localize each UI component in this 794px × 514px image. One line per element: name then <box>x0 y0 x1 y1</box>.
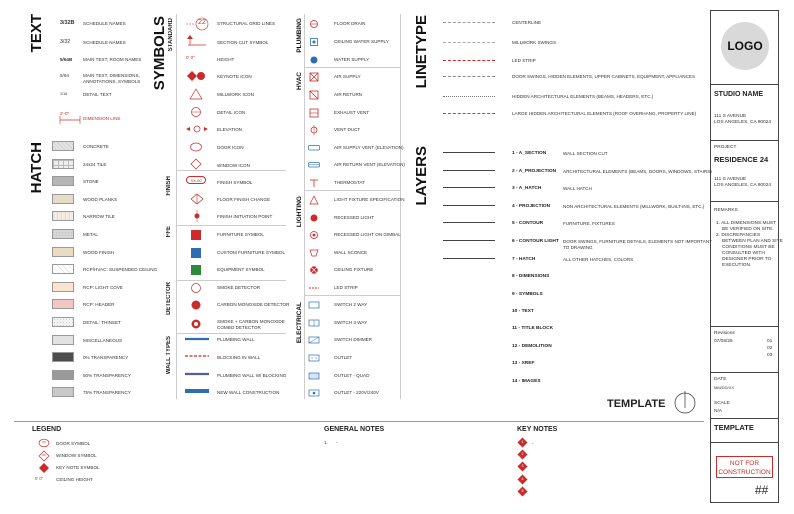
remark-2b: BETWEEN PLAN AND SITE <box>722 239 783 244</box>
section-sub-ffe: FFE <box>166 226 172 238</box>
layer-desc-line2: TO DRAWING <box>563 245 593 250</box>
revision-num-2: 02 <box>767 346 773 351</box>
linetype-sample <box>443 96 495 97</box>
floor-drain-icon <box>308 18 320 30</box>
legend-item-window: WINDOW SYMBOL <box>56 453 97 458</box>
smoke-co-combo-icon <box>190 318 202 330</box>
mep-label: AIR RETURN <box>334 92 363 97</box>
general-notes-title: GENERAL NOTES <box>324 426 385 433</box>
text-size-5: 1/16 <box>60 92 68 96</box>
mep-rule-2 <box>304 190 400 191</box>
hatch-label: RCP: HEADER <box>83 302 115 308</box>
legend-height-icon: 0' 0" <box>35 476 44 481</box>
layer-desc: FURNITURE, FIXTURES <box>563 221 615 226</box>
outlet-icon <box>308 352 320 364</box>
blocking-wall-icon <box>184 353 210 359</box>
layer-line-sample <box>443 170 495 171</box>
symbol-label: SECTION CUT SYMBOL <box>217 40 269 45</box>
mep-label: WALL SCONCE <box>334 250 368 255</box>
symbol-label-combo-line2: COMBO DETECTOR <box>217 325 261 330</box>
studio-addr-1: 111 S AVENUE <box>714 114 747 119</box>
linetype-sample <box>443 76 495 77</box>
hatch-label: DETAIL: THINSET <box>83 320 121 325</box>
symbol-label: HEIGHT <box>217 57 235 62</box>
dimension-label: DIMENSION LINE <box>83 116 121 121</box>
revision-date: 07/08/25 <box>714 339 733 344</box>
led-strip-icon <box>308 282 320 294</box>
layer-name: 4 - PROJECTION <box>512 204 551 209</box>
north-arrow-icon <box>673 390 697 416</box>
revision-num-1: 01 <box>767 339 773 344</box>
layer-line-sample <box>443 187 495 188</box>
key-note-number: 1 <box>521 440 524 444</box>
ceiling-fixture-icon <box>308 264 320 276</box>
section-title-plumbing: PLUMBING <box>296 18 303 53</box>
door-icon <box>189 141 203 153</box>
remarks-label: REMARKS <box>714 208 738 213</box>
vent-duct-icon <box>308 124 320 136</box>
hatch-label: WOOD FINISH <box>83 249 115 255</box>
legend-keynote-icon <box>38 462 50 474</box>
symbol-label: BLOCKING IN WALL <box>217 355 261 360</box>
remark-2f: EXECUTION. <box>722 263 752 268</box>
supply-vent-elev-icon <box>308 142 320 154</box>
layer-name: 2 - A_PROJECTION <box>512 169 557 174</box>
linetype-label: LED STRIP <box>512 58 536 63</box>
detail-icon <box>189 106 203 118</box>
hatch-swatch <box>52 229 74 239</box>
layer-name: 12 - DEMOLITION <box>512 344 552 349</box>
section-sub-wall-types: WALL TYPES <box>166 336 172 375</box>
section-sub-detector: DETECTOR <box>166 282 172 315</box>
dimension-value: 2'-0" <box>60 111 70 116</box>
mep-label: THERMOSTAT <box>334 180 365 185</box>
light-spec-icon <box>308 194 320 206</box>
section-cut-icon <box>186 35 208 47</box>
layer-name: 14 - IMAGES <box>512 379 541 384</box>
water-supply-icon <box>308 54 320 66</box>
bottom-rule <box>14 421 704 422</box>
legend-window-code: 00 <box>42 453 46 457</box>
hatch-label: NARROW TILE <box>83 214 115 220</box>
mep-label: AIR RETURN VENT (ELEVATION) <box>334 162 405 167</box>
stamp-line-1: NOT FOR <box>729 460 760 467</box>
hatch-label: RCP/HVAC: SUSPENDED CEILING <box>83 267 158 273</box>
stamp-line-2: CONSTRUCTION <box>718 469 771 476</box>
key-note-number: 2 <box>521 452 524 457</box>
hatch-swatch <box>52 159 74 169</box>
linetype-label: CENTERLINE <box>512 20 542 25</box>
project-addr-2: LOS ANGELES, CA 90024 <box>714 183 772 188</box>
wall-sconce-icon <box>308 247 320 259</box>
outlet-quad-icon <box>308 370 320 382</box>
layer-name: 13 - XREF <box>512 361 535 366</box>
layer-name: 6 - CONTOUR LIGHT <box>512 239 559 244</box>
symbols-rule-1 <box>176 170 286 171</box>
hatch-swatch <box>52 211 74 221</box>
remark-1b: BE VERIFIED ON SITE. <box>722 227 774 232</box>
mep-divider <box>304 14 305 399</box>
layer-desc: WALL SECTION CUT <box>563 151 608 156</box>
symbol-label: FINISH INITIATION POINT <box>217 214 273 219</box>
outlet-220-icon <box>308 387 320 399</box>
layer-desc: ARCHITECTURAL ELEMENTS (BEAMS, DOORS, WINDOWS, STAIRS) <box>563 169 712 174</box>
remark-2e: DESIGNER PRIOR TO <box>722 257 772 262</box>
switch-3way-icon <box>308 317 320 329</box>
symbols-divider <box>176 14 177 399</box>
remark-2c: CONDITIONS MUST BE <box>722 245 775 250</box>
logo: LOGO <box>721 22 769 70</box>
millwork-icon <box>189 88 203 100</box>
symbol-label: STRUCTURAL GRID LINES <box>217 21 276 26</box>
height-icon: 0' 0" <box>186 55 195 60</box>
sheet-title: TEMPLATE <box>714 423 754 432</box>
hatch-swatch <box>52 299 74 309</box>
floor-finish-change-icon <box>188 193 206 205</box>
mep-label: AIR SUPPLY <box>334 74 361 79</box>
scale-label: SCALE <box>714 401 730 406</box>
mep-label: RECESSED LIGHT ON GIMBAL <box>334 232 401 237</box>
finish-symbol-icon: XX-00 <box>186 176 206 184</box>
symbol-label: DOOR ICON <box>217 145 244 150</box>
hatch-swatch <box>52 282 74 292</box>
symbols-rule-2 <box>176 225 286 226</box>
mep-label: OUTLET - QUAD <box>334 373 370 378</box>
text-label-3: MAIN TEXT, ROOM NAMES <box>83 57 142 62</box>
studio-name: STUDIO NAME <box>714 91 763 98</box>
revision-num-3: 03 <box>767 353 773 358</box>
custom-furniture-icon <box>190 247 202 259</box>
ceiling-water-icon <box>308 36 320 48</box>
plumbing-blocking-icon <box>184 371 210 377</box>
legend-item-height: CEILING HEIGHT <box>56 477 94 482</box>
layer-name: 11 - TITLE BLOCK <box>512 326 554 331</box>
hatch-label: MISCELLANEOUS <box>83 337 123 343</box>
mep-rule-1 <box>304 67 400 68</box>
thermostat-icon <box>308 177 320 189</box>
section-title-symbols: SYMBOLS <box>151 16 168 91</box>
key-note-text-1: - <box>532 441 534 446</box>
hatch-label: CONCRETE <box>83 144 109 149</box>
layer-name: 8 - DIMENSIONS <box>512 274 550 279</box>
layer-desc: NON ARCHITECTURAL ELEMENTS (MILLWORK, BUILT-INS, ETC.) <box>563 204 705 209</box>
hatch-label: METAL <box>83 232 98 237</box>
layer-desc: WALL HATCH <box>563 186 592 191</box>
layer-name: 9 - SYMBOLS <box>512 292 543 297</box>
window-icon <box>189 158 203 170</box>
symbol-label: NEW WALL CONSTRUCTION <box>217 390 280 395</box>
finish-initiation-icon <box>190 210 204 222</box>
linetype-sample <box>443 22 495 23</box>
layer-desc: ALL OTHER HATCHES, COLORS <box>563 257 634 262</box>
linetype-sample <box>443 60 495 61</box>
mep-label: CEILING WATER SUPPLY <box>334 39 389 44</box>
layer-name: 7 - HATCH <box>512 257 536 262</box>
legend-item-keynote: KEY NOTE SYMBOL <box>56 465 100 470</box>
mep-label: SWITCH 3 WAY <box>334 320 368 325</box>
tb-rule-7 <box>710 442 779 443</box>
plumbing-wall-icon <box>184 336 210 342</box>
general-note-text-1: - <box>336 440 338 445</box>
key-note-number: 3 <box>521 464 524 469</box>
layer-line-sample <box>443 240 495 241</box>
tb-rule-4 <box>710 326 779 327</box>
symbols-rule-4 <box>176 333 286 334</box>
hatch-swatch <box>52 247 74 257</box>
elevation-icon <box>186 123 208 135</box>
mep-label: WATER SUPPLY <box>334 57 370 62</box>
linetype-label: MILLWORK SWINGS <box>512 40 557 45</box>
sheet-number: ## <box>755 483 769 497</box>
symbol-label: EQUIPMENT SYMBOL <box>217 267 265 272</box>
section-title-hatch: HATCH <box>28 142 45 194</box>
symbols-rule-3 <box>176 280 286 281</box>
key-notes-title: KEY NOTES <box>517 426 558 433</box>
project-addr-1: 111 S AVENUE <box>714 177 747 182</box>
remark-2d: CONSULTED WITH <box>722 251 765 256</box>
smoke-detector-icon <box>190 282 202 294</box>
hatch-label: 24x24 TILE <box>83 161 107 167</box>
text-size-2: 3/32 <box>60 39 71 45</box>
symbol-label: FINISH SYMBOL <box>217 180 253 185</box>
section-sub-finish: FINISH <box>166 176 172 196</box>
new-wall-icon <box>184 388 210 394</box>
symbol-label: SMOKE DETECTOR <box>217 285 261 290</box>
text-label-2: SCHEDULE NAMES <box>83 40 126 45</box>
not-for-construction-stamp <box>716 456 773 478</box>
section-title-hvac: HVAC <box>296 72 303 90</box>
hatch-swatch <box>52 317 74 327</box>
text-label-4b: ANNOTATIONS, SYMBOLS <box>83 79 141 84</box>
symbol-label: PLUMBING WALL <box>217 337 255 342</box>
text-label-1: SCHEDULE NAMES <box>83 21 126 26</box>
mep-label: SWITCH DIMMER <box>334 337 373 342</box>
mep-label: LIGHT FIXTURE SPECIFICATION <box>334 197 405 202</box>
mep-label: OUTLET - 220V/240V <box>334 390 379 395</box>
project-label: PROJECT <box>714 145 737 150</box>
template-label: TEMPLATE <box>607 398 666 410</box>
section-sub-standard: STANDARD <box>168 18 174 52</box>
symbol-label: KEYNOTE ICON <box>217 74 252 79</box>
symbol-label: FURNITURE SYMBOL <box>217 232 264 237</box>
layer-desc: DOOR SWINGS, FURNITURE DETAILS, ELEMENTS NOT IMPORTANT <box>563 239 712 244</box>
hatch-label: STONE <box>83 179 99 185</box>
text-label-4: MAIN TEXT, DIMENSIONS, <box>83 73 140 78</box>
tb-rule-2 <box>710 140 779 141</box>
return-vent-elev-icon <box>308 159 320 171</box>
mep-right-divider <box>400 14 401 399</box>
hatch-swatch <box>52 387 74 397</box>
air-return-icon <box>308 89 320 101</box>
linetype-sample <box>443 42 495 43</box>
layer-line-sample <box>443 152 495 153</box>
linetype-label: LARGE HIDDEN ARCHITECTURAL ELEMENTS (ROOF OVERHANG, PROPERTY LINE) <box>512 111 697 116</box>
hatch-swatch <box>52 370 74 380</box>
text-size-1: 3/32B <box>60 20 75 26</box>
mep-label: VENT DUCT <box>334 127 361 132</box>
text-label-5: DETAIL TEXT <box>83 92 112 97</box>
hatch-swatch <box>52 335 74 345</box>
hatch-swatch <box>52 141 74 151</box>
mep-label: OUTLET <box>334 355 353 360</box>
layer-name: 3 - A_HATCH <box>512 186 542 191</box>
symbol-label: WINDOW ICON <box>217 163 250 168</box>
symbol-label: CARBON MONOXIDE DETECTOR <box>217 302 290 307</box>
key-note-number: 5 <box>521 488 524 493</box>
symbol-label: CUSTOM FURNITURE SYMBOL <box>217 250 286 255</box>
hatch-swatch <box>52 352 74 362</box>
hatch-label: 75% TRANSPARENCY <box>83 390 131 396</box>
section-title-linetype: LINETYPE <box>413 15 430 89</box>
section-title-layers: LAYERS <box>413 146 430 206</box>
legend-door-code: 00 <box>42 440 46 444</box>
linetype-sample <box>443 113 495 114</box>
tb-rule-6 <box>710 418 779 419</box>
mep-label: RECESSED LIGHT <box>334 215 375 220</box>
hatch-swatch <box>52 264 74 274</box>
symbol-label: MILLWORK ICON <box>217 92 254 97</box>
revisions-label: Revisions <box>714 331 735 336</box>
furniture-symbol-icon <box>190 229 202 241</box>
symbol-label: FLOOR FINISH CHANGE <box>217 197 271 202</box>
hatch-label: 50% TRANSPARENCY <box>83 372 131 378</box>
grid-line-number: 22 <box>198 19 206 26</box>
keynote-icon <box>186 70 208 82</box>
mep-label: CEILING FIXTURE <box>334 267 374 272</box>
legend-item-door: DOOR SYMBOL <box>56 441 91 446</box>
layer-name: 1 - A_SECTION <box>512 151 547 156</box>
mep-rule-3 <box>304 295 400 296</box>
switch-dimmer-icon <box>308 334 320 346</box>
layer-line-sample <box>443 205 495 206</box>
mep-label: LED STRIP <box>334 285 358 290</box>
recessed-light-icon <box>308 212 320 224</box>
section-title-electrical: ELECTRICAL <box>296 302 303 344</box>
text-size-4: 5/64 <box>60 73 69 78</box>
exhaust-vent-icon <box>308 107 320 119</box>
layer-line-sample <box>443 222 495 223</box>
scale-value: N/A <box>714 409 722 414</box>
remark-2: 2. DISCREPANCIES <box>716 233 761 238</box>
symbol-label: ELEVATION <box>217 127 243 132</box>
mep-label: EXHAUST VENT <box>334 110 370 115</box>
general-note-num-1: 1. <box>324 440 328 445</box>
mep-label: AIR SUPPLY VENT (ELEVATION) <box>334 145 404 150</box>
co-detector-icon <box>190 299 202 311</box>
section-title-text: TEXT <box>28 14 45 53</box>
symbol-label: DETAIL ICON <box>217 110 246 115</box>
project-name: RESIDENCE 24 <box>714 155 769 164</box>
studio-addr-2: LOS ANGELES, CA 90024 <box>714 120 772 125</box>
hatch-label: RCP: LIGHT COVE <box>83 284 123 290</box>
tb-rule-1 <box>710 84 779 85</box>
hatch-label: WOOD PLANKS <box>83 196 118 202</box>
layer-name: 5 - CONTOUR <box>512 221 544 226</box>
layer-name: 10 - TEXT <box>512 309 534 314</box>
layer-line-sample <box>443 258 495 259</box>
mep-label: SWITCH 2 WAY <box>334 302 368 307</box>
switch-2way-icon <box>308 299 320 311</box>
mep-label: FLOOR DRAIN <box>334 21 366 26</box>
hatch-label: 0% TRANSPARENCY <box>83 355 129 361</box>
linetype-label: HIDDEN ARCHITECTURAL ELEMENTS (BEAMS, HEADERS, ETC.) <box>512 94 654 99</box>
remark-1: 1. ALL DIMENSIONS MUST <box>716 221 777 226</box>
key-note-number: 4 <box>521 476 524 481</box>
date-label: DATE <box>714 377 727 382</box>
tb-rule-5 <box>710 372 779 373</box>
symbol-label: PLUMBING WALL W/ BLOCKING <box>217 373 287 378</box>
section-title-lighting: LIGHTING <box>296 196 303 228</box>
gimbal-light-icon <box>308 229 320 241</box>
dimension-line-icon <box>58 115 82 125</box>
tb-rule-3 <box>710 201 779 202</box>
hatch-swatch <box>52 176 74 186</box>
hatch-swatch <box>52 194 74 204</box>
legend-title: LEGEND <box>32 426 62 433</box>
air-supply-icon <box>308 71 320 83</box>
date-value: MM/DD/XX <box>714 385 734 390</box>
equipment-symbol-icon <box>190 264 202 276</box>
symbol-label: SMOKE + CARBON MONOXIDE <box>217 319 285 324</box>
linetype-label: DOOR SWINGS, HIDDEN ELEMENTS, UPPER CABINETS, EQUIPMENT, APPLIANCES <box>512 74 696 79</box>
text-size-3: 5/64B <box>60 57 73 62</box>
